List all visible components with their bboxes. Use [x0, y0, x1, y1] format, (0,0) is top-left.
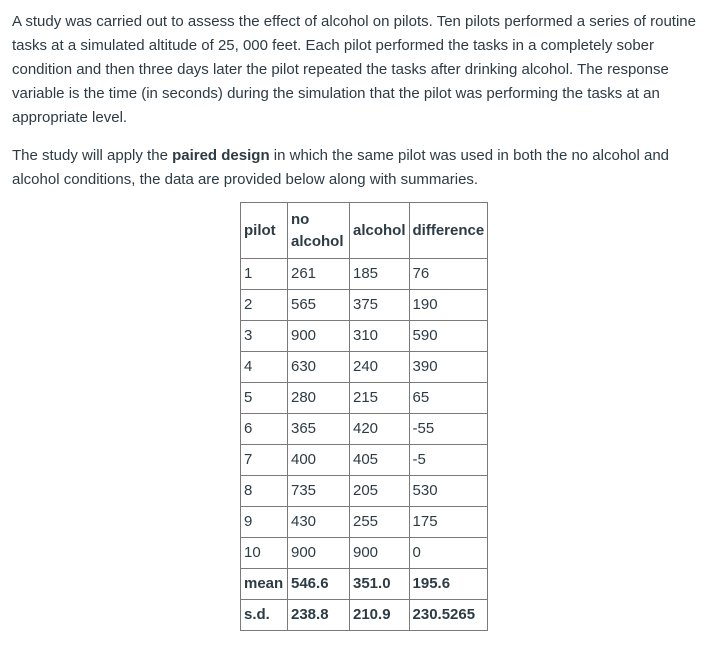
table-row: [241, 538, 488, 569]
cell-no-alcohol: 630: [288, 352, 350, 383]
header-pilot: pilot: [241, 203, 288, 259]
cell-no-alcohol: 565: [288, 290, 350, 321]
cell-difference: -5: [409, 445, 488, 476]
cell-difference: 530: [409, 476, 488, 507]
cell-no-alcohol: 735: [288, 476, 350, 507]
cell-alcohol: 310: [350, 321, 410, 352]
cell-alcohol: 205: [350, 476, 410, 507]
cell-difference: 230.5265: [409, 600, 488, 631]
cell-no-alcohol: 280: [288, 383, 350, 414]
cell-pilot: 1: [241, 259, 288, 290]
cell-pilot: 2: [241, 290, 288, 321]
cell-difference: 76: [409, 259, 488, 290]
cell-no-alcohol: 546.6: [288, 569, 350, 600]
cell-summary-label: s.d.: [241, 600, 288, 631]
cell-no-alcohol: 238.8: [288, 600, 350, 631]
cell-difference: 390: [409, 352, 488, 383]
header-no-alcohol: no alcohol: [288, 203, 350, 259]
pilot-data-table: [240, 202, 488, 631]
header-alcohol: alcohol: [350, 203, 410, 259]
table-header-row: [241, 203, 488, 259]
cell-alcohol: 900: [350, 538, 410, 569]
cell-pilot: 5: [241, 383, 288, 414]
cell-no-alcohol: 900: [288, 538, 350, 569]
intro-paragraph: A study was carried out to assess the effect of alcohol on pilots. Ten pilots performed a series of routine tasks at a simulated altitude of 25, 000 feet. Each pilot performed the tasks in a completely sober condition and then three days later the pilot repeated the tasks after drinking alcohol. The response variable is the time (in seconds) during the simulation that the pilot was performing the tasks at an appropriate level.: [12, 13, 696, 126]
design-text-bold: paired design: [172, 147, 270, 164]
table-body: [241, 259, 488, 631]
cell-no-alcohol: 261: [288, 259, 350, 290]
table-row: [241, 507, 488, 538]
header-difference: difference: [409, 203, 488, 259]
table-row: [241, 383, 488, 414]
design-text-before: The study will apply the: [12, 147, 173, 164]
cell-pilot: 8: [241, 476, 288, 507]
design-paragraph: [12, 144, 718, 192]
cell-alcohol: 185: [350, 259, 410, 290]
summary-row-mean: [241, 569, 488, 600]
cell-difference: 0: [409, 538, 488, 569]
cell-difference: 175: [409, 507, 488, 538]
cell-pilot: 7: [241, 445, 288, 476]
cell-pilot: 9: [241, 507, 288, 538]
design-text-after: in which the same pilot was used in both the no alcohol and alcohol conditions, the data are provided below along with summaries.: [12, 147, 670, 188]
cell-summary-label: mean: [241, 569, 288, 600]
cell-pilot: 4: [241, 352, 288, 383]
table-row: [241, 321, 488, 352]
cell-pilot: 3: [241, 321, 288, 352]
summary-row-sd: [241, 600, 488, 631]
cell-alcohol: 375: [350, 290, 410, 321]
cell-alcohol: 215: [350, 383, 410, 414]
cell-no-alcohol: 900: [288, 321, 350, 352]
cell-alcohol: 210.9: [350, 600, 410, 631]
table-row: [241, 352, 488, 383]
cell-difference: 65: [409, 383, 488, 414]
cell-no-alcohol: 430: [288, 507, 350, 538]
cell-difference: 195.6: [409, 569, 488, 600]
cell-pilot: 6: [241, 414, 288, 445]
table-row: [241, 259, 488, 290]
table-row: [241, 445, 488, 476]
cell-alcohol: 240: [350, 352, 410, 383]
table-row: [241, 290, 488, 321]
cell-alcohol: 351.0: [350, 569, 410, 600]
cell-alcohol: 405: [350, 445, 410, 476]
cell-pilot: 10: [241, 538, 288, 569]
cell-difference: -55: [409, 414, 488, 445]
table-row: [241, 476, 488, 507]
cell-difference: 190: [409, 290, 488, 321]
cell-no-alcohol: 365: [288, 414, 350, 445]
table-row: [241, 414, 488, 445]
cell-difference: 590: [409, 321, 488, 352]
cell-alcohol: 255: [350, 507, 410, 538]
cell-no-alcohol: 400: [288, 445, 350, 476]
cell-alcohol: 420: [350, 414, 410, 445]
